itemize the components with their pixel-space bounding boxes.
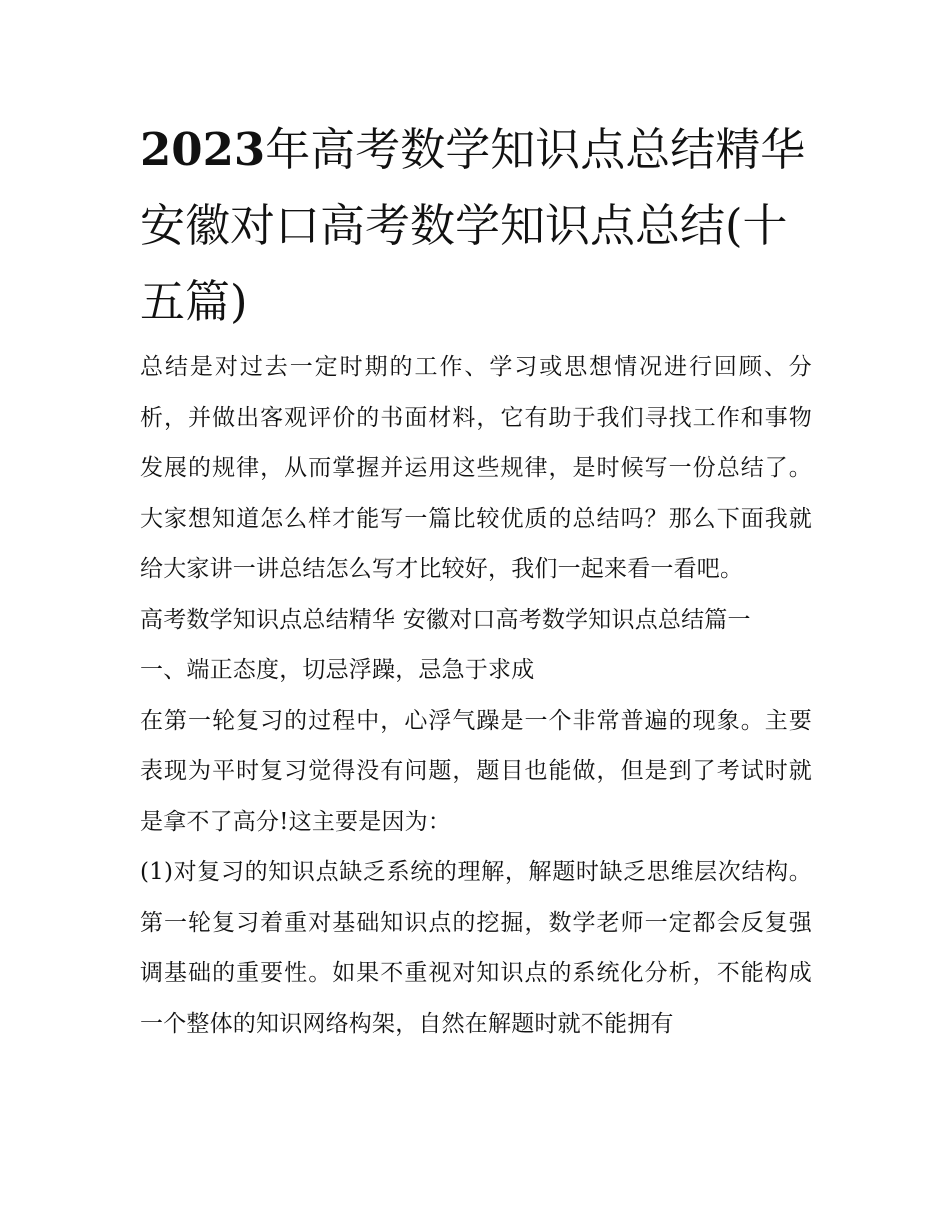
document-title bbox=[140, 112, 812, 340]
title-year: 2023 bbox=[140, 123, 266, 176]
section-heading: 高考数学知识点总结精华 安徽对口高考数学知识点总结篇一 bbox=[140, 606, 751, 633]
body-paragraph: (1)对复习的知识点缺乏系统的理解，解题时缺乏思维层次结构。第一轮复习着重对基础知识点的挖掘，数学老师一定都会反复强调基础的重要性。如果不重视对知识点的系统化分析，不能构成一个整体的知识网络构架，自然在解题时就不能拥有 bbox=[140, 859, 812, 1037]
intro-paragraph: 总结是对过去一定时期的工作、学习或思想情况进行回顾、分析，并做出客观评价的书面材料，它有助于我们寻找工作和事物发展的规律，从而掌握并运用这些规律，是时候写一份总结了。大家想知道怎么样才能写一篇比较优质的总结吗？那么下面我就给大家讲一讲总结怎么写才比较好，我们一起来看一看吧。 bbox=[140, 354, 812, 582]
body-paragraph: 在第一轮复习的过程中，心浮气躁是一个非常普遍的现象。主要表现为平时复习觉得没有问题，题目也能做，但是到了考试时就是拿不了高分!这主要是因为： bbox=[140, 707, 812, 835]
document-body bbox=[140, 342, 812, 1049]
title-text: 年高考数学知识点总结精华 安徽对口高考数学知识点总结(十五篇) bbox=[140, 123, 806, 328]
subheading: 一、端正态度，切忌浮躁，忌急于求成 bbox=[140, 657, 535, 683]
document-page bbox=[140, 112, 812, 1049]
